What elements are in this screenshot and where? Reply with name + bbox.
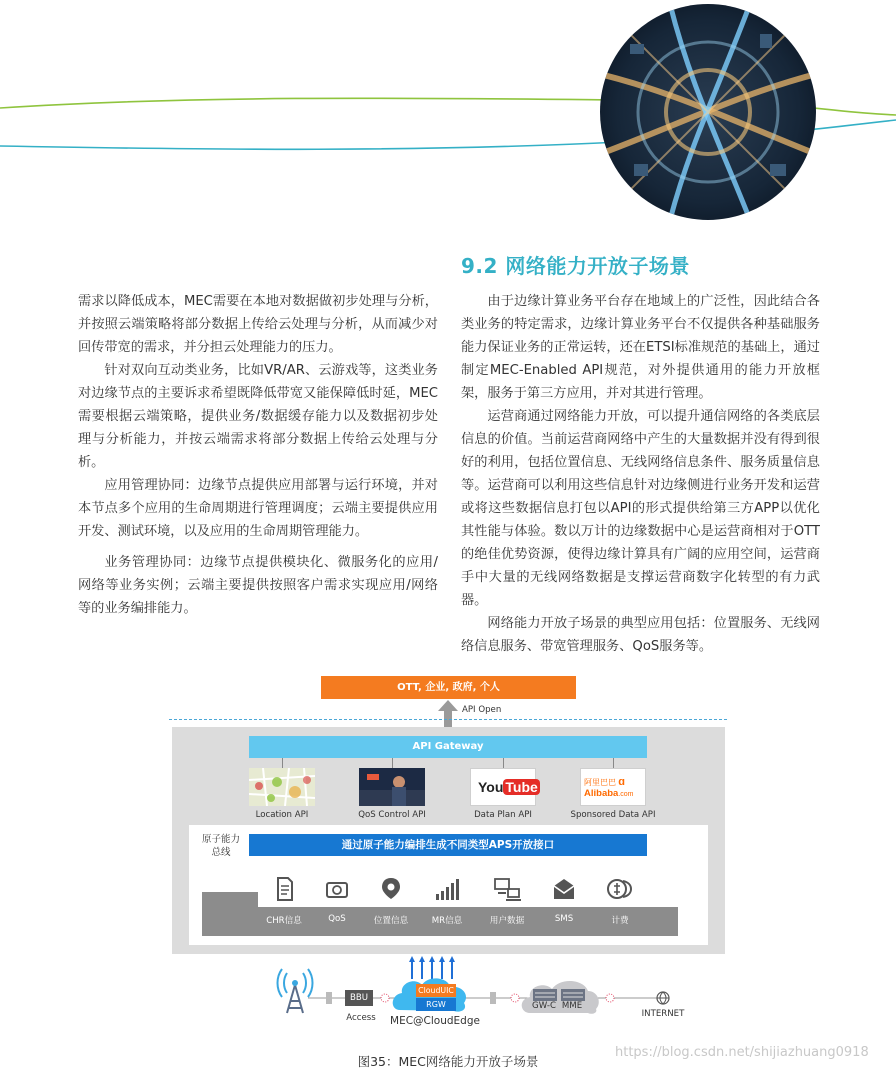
- right-paragraph-3: 网络能力开放子场景的典型应用包括：位置服务、无线网络信息服务、带宽管理服务、QoS服务等。: [461, 616, 820, 654]
- capability-chr-label: CHR信息: [266, 916, 302, 926]
- left-paragraph-2: 针对双向互动类业务，比如VR/AR、云游戏等，这类业务对边缘节点的主要诉求希望既降低带宽又能保障低时延，MEC需要根据云端策略，提供业务/数据缓存能力以及数据初步处理与分析能力，并按云端需求将部分数据上传给云处理与分析。: [78, 363, 438, 470]
- document-icon: [270, 876, 298, 902]
- network-row: [270, 955, 700, 1040]
- qos-control-api-label: QoS Control API: [358, 810, 426, 820]
- capability-left-block: [202, 892, 258, 936]
- watermark: https://blog.csdn.net/shijiazhuang0918: [615, 1045, 869, 1060]
- gateway-connector-3: [503, 758, 504, 768]
- sponsored-data-api-label: Sponsored Data API: [570, 810, 656, 820]
- capability-sms-label: SMS: [554, 914, 574, 924]
- capability-mr: [417, 876, 477, 928]
- left-paragraph-3: 应用管理协同：边缘节点提供应用部署与运行环境，并对本节点多个应用的生命周期进行管理调度；云端主要提供应用开发、测试环境，以及应用的生命周期管理能力。: [78, 478, 438, 539]
- access-label: Access: [346, 1013, 376, 1023]
- map-thumbnail-icon: [249, 768, 315, 806]
- cloud-uic-label: CloudUIC: [418, 986, 454, 995]
- capability-billing-label: 计费: [611, 916, 629, 926]
- dashed-separator: [169, 719, 727, 720]
- mme-label: MME: [561, 1001, 583, 1011]
- cell-tower-icon: [278, 969, 313, 1013]
- capability-chr: [254, 876, 314, 928]
- capability-location-label: 位置信息: [373, 916, 409, 926]
- rgw-label: RGW: [426, 1000, 446, 1009]
- location-api-label: Location API: [255, 810, 309, 820]
- left-column: [78, 290, 438, 620]
- game-thumbnail-icon: [359, 768, 425, 806]
- billing-icon: [606, 876, 634, 902]
- right-paragraph-1: 由于边缘计算业务平台存在地域上的广泛性，因此结合各类业务的特定需求，边缘计算业务平台不仅提供各种基础服务能力保证业务的正常运转，还在ETSI标准规范的基础上，通过制定MEC-Enabled API规范，对外提供通用的能力开放框架，服务于第三方应用，并对其进行管理。: [461, 294, 820, 401]
- camera-icon: [323, 876, 351, 902]
- left-paragraph-1: 需求以降低成本，MEC需要在本地对数据做初步处理与分析，并按照云端策略将部分数据上传给云处理与分析，从而减少对回传带宽的需求，并分担云处理能力的压力。: [78, 294, 438, 355]
- gateway-connector-1: [282, 758, 283, 768]
- api-open-label: API Open: [462, 705, 502, 715]
- bbu-label: BBU: [349, 993, 369, 1003]
- capability-sms: [534, 876, 594, 928]
- capability-location: [361, 876, 421, 928]
- data-plan-api-label: Data Plan API: [474, 810, 532, 820]
- envelope-icon: [550, 876, 578, 902]
- right-column: [461, 290, 820, 658]
- gateway-connector-2: [392, 758, 393, 768]
- capability-mr-label: MR信息: [431, 916, 463, 926]
- gateway-connector-4: [613, 758, 614, 768]
- computer-icon: [493, 876, 521, 902]
- location-api-thumbnail: [249, 768, 315, 806]
- top-consumers-box: OTT, 企业, 政府, 个人: [321, 676, 576, 699]
- data-plan-api-thumbnail: [470, 768, 536, 806]
- atomic-bus-bar: 通过原子能力编排生成不同类型APS开放接口: [249, 834, 647, 856]
- mec-cloudedge-label: MEC@CloudEdge: [390, 1015, 480, 1027]
- signal-bars-icon: [433, 876, 461, 902]
- cover-image-highway-interchange: [600, 4, 816, 220]
- alibaba-logo: 阿里巴巴 ɑ Alibaba.com: [584, 776, 634, 799]
- section-title: 9.2 网络能力开放子场景: [461, 254, 690, 278]
- youtube-logo: You Tube: [478, 779, 538, 795]
- capability-qos: [307, 876, 367, 928]
- location-pin-icon: [377, 876, 405, 902]
- right-paragraph-2: 运营商通过网络能力开放，可以提升通信网络的各类底层信息的价值。当前运营商网络中产生的大量数据并没有得到很好的利用，包括位置信息、无线网络信息条件、服务质量信息等。运营商可以利用这些信息针对边缘侧进行业务开发和运营或将这些数据信息打包以API的形式提供给第三方APP以优化其性能与体验。数以万计的边缘数据中心是运营商相对于OTT的绝佳优势资源，使得边缘计算具有广阔的应用空间，运营商手中大量的无线网络数据是支撑运营商数字化转型的有力武器。: [461, 409, 820, 608]
- figure-caption: 图35：MEC网络能力开放子场景: [357, 1054, 539, 1069]
- capability-user-data: [477, 876, 537, 928]
- qos-control-api-thumbnail: [359, 768, 425, 806]
- bus-label: 原子能力总线: [201, 834, 240, 858]
- api-gateway-bar: API Gateway: [249, 736, 647, 758]
- internet-label: INTERNET: [641, 1009, 685, 1019]
- left-paragraph-4: 业务管理协同：边缘节点提供模块化、微服务化的应用/网络等业务实例；云端主要提供按照客户需求实现应用/网络等的业务编排能力。: [78, 555, 438, 616]
- sponsored-data-api-thumbnail: [580, 768, 646, 806]
- capability-user-data-label: 用户数据: [489, 916, 525, 926]
- gw-c-label: GW-C: [532, 1001, 556, 1011]
- capability-billing: [590, 876, 650, 928]
- capability-qos-label: QoS: [328, 914, 346, 924]
